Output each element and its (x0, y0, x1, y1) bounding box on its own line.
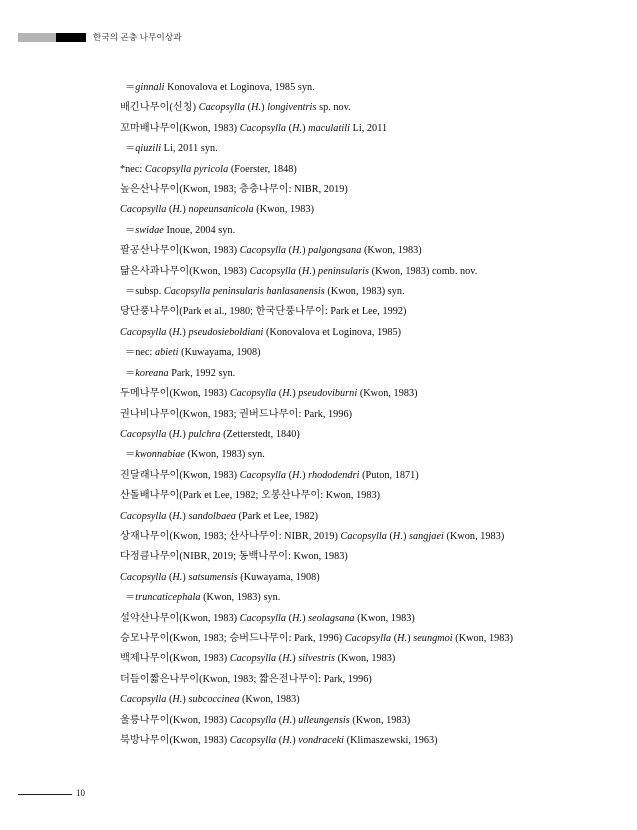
checklist-line (120, 649, 590, 669)
header-title: 한국의 곤충 나무이상과 (93, 32, 182, 42)
scientific-name: nopeunsanicola (188, 204, 254, 216)
line-text: (Kuwayama, 1908) (178, 347, 261, 359)
species-checklist (120, 78, 590, 751)
line-text: ( (276, 714, 283, 726)
scientific-name: H. (292, 612, 303, 624)
line-text: ) (402, 530, 409, 542)
line-text: ) (292, 735, 299, 746)
scientific-name: Cacopsylla pyricola (144, 163, 229, 175)
page-number: 10 (76, 788, 85, 798)
scientific-name: Cacopsylla (120, 510, 167, 522)
line-text: (Kuwayama, 1908) (237, 571, 320, 583)
scientific-name: Cacopsylla (229, 735, 277, 746)
scientific-name: ulleungensis (298, 714, 350, 726)
checklist-line (120, 690, 590, 710)
checklist-line (120, 302, 590, 322)
line-text: ( (166, 428, 173, 440)
line-text: 꼬마배나무이(Kwon, 1983) (120, 122, 240, 134)
line-text: ) (261, 102, 268, 114)
line-text: ＝ (125, 224, 136, 236)
line-text: 백제나무이(Kwon, 1983) (120, 653, 230, 665)
line-text: ) (312, 265, 319, 277)
checklist-line (120, 466, 590, 486)
line-text: (Kwon, 1983) (452, 632, 514, 644)
line-text: Li, 2011 syn. (161, 143, 218, 155)
scientific-name: Cacopsylla peninsularis hanlasanensis (163, 286, 325, 298)
line-text: *nec: (120, 163, 145, 175)
line-text: ) (182, 510, 189, 522)
line-text: ) (182, 326, 189, 338)
checklist-line (120, 486, 590, 506)
checklist-line (120, 241, 590, 261)
scientific-name: H. (282, 714, 293, 726)
line-text: 승모나무이(Kwon, 1983; 승버드나무이: Park, 1996) (120, 632, 345, 644)
line-text: ( (166, 326, 173, 338)
scientific-name: H. (172, 571, 183, 583)
line-text: ( (286, 469, 293, 481)
line-text: 상재나무이(Kwon, 1983; 산사나무이: NIBR, 2019) (120, 530, 341, 542)
footer-rule (18, 794, 72, 795)
line-text: ) (182, 428, 189, 440)
checklist-line (120, 629, 590, 649)
scientific-name: pseudoviburni (298, 388, 358, 400)
line-text: ＝ (125, 143, 136, 155)
line-text: ＝nec: (125, 347, 156, 359)
checklist-line (120, 160, 590, 180)
scientific-name: Cacopsylla (120, 571, 167, 583)
scientific-name: silvestris (298, 653, 335, 665)
scientific-name: H. (251, 102, 262, 114)
line-text: ＝ (125, 82, 136, 93)
checklist-line (120, 364, 590, 384)
checklist-line (120, 180, 590, 200)
scientific-name: Cacopsylla (239, 469, 287, 481)
checklist-line (120, 78, 590, 98)
line-text: (Kwon, 1983) (357, 388, 418, 400)
scientific-name: vondraceki (298, 735, 345, 746)
scientific-name: seolagsana (308, 612, 355, 624)
line-text: 북방나무이(Kwon, 1983) (120, 735, 230, 746)
scientific-name: Cacopsylla (229, 653, 277, 665)
line-text: ( (166, 204, 173, 216)
line-text: ( (166, 571, 173, 583)
checklist-line (120, 323, 590, 343)
scientific-name: Cacopsylla (239, 612, 287, 624)
checklist-line (120, 405, 590, 425)
checklist-line (120, 139, 590, 159)
scientific-name: H. (292, 245, 303, 257)
checklist-line (120, 425, 590, 445)
line-text: (Kwon, 1983) syn. (324, 286, 405, 298)
line-text: 진달래나무이(Kwon, 1983) (120, 469, 240, 481)
scientific-name: H. (172, 510, 183, 522)
scientific-name: Cacopsylla (120, 326, 167, 338)
checklist-line (120, 262, 590, 282)
scientific-name: H. (172, 694, 183, 706)
line-text: ) (182, 571, 189, 583)
scientific-name: Cacopsylla (198, 102, 246, 114)
scientific-name: sangjaei (408, 530, 444, 542)
scientific-name: Cacopsylla (344, 632, 392, 644)
header-black-bar (56, 33, 86, 42)
checklist-line (120, 221, 590, 241)
line-text: (Foerster, 1848) (228, 163, 297, 175)
line-text: (Klimaszewski, 1963) (344, 735, 438, 746)
line-text: (Kwon, 1983) comb. nov. (369, 265, 478, 277)
scientific-name: rhododendri (308, 469, 360, 481)
line-text: Li, 2011 (349, 122, 388, 134)
checklist-line (120, 282, 590, 302)
scientific-name: Cacopsylla (229, 714, 277, 726)
scientific-name: longiventris (267, 102, 317, 114)
scientific-name: Cacopsylla (120, 204, 167, 216)
line-text: ( (276, 735, 283, 746)
line-text: (Kwon, 1983) (253, 204, 315, 216)
header-gray-bar (18, 33, 56, 42)
line-text: ) (182, 204, 189, 216)
checklist-line (120, 568, 590, 588)
line-text: (Kwon, 1983) (443, 530, 505, 542)
line-text: ) (302, 122, 309, 134)
scientific-name: H. (392, 530, 403, 542)
line-text: (Zetterstedt, 1840) (220, 428, 300, 440)
scientific-name: Cacopsylla (249, 265, 296, 277)
scientific-name: Cacopsylla (120, 694, 167, 706)
line-text: ) (407, 632, 414, 644)
checklist-line (120, 670, 590, 690)
scientific-name: H. (172, 204, 183, 216)
scientific-name: H. (301, 265, 312, 277)
checklist-line (120, 609, 590, 629)
scientific-name: H. (282, 388, 293, 400)
line-text: ) (302, 469, 309, 481)
scientific-name: ginnali (135, 82, 165, 93)
line-text: (Park et Lee, 1982) (235, 510, 319, 522)
line-text: ) (292, 714, 299, 726)
scientific-name: subcoccinea (188, 694, 240, 706)
scientific-name: maculatili (308, 122, 350, 134)
scientific-name: pulchra (188, 428, 221, 440)
line-text: ) (182, 694, 189, 706)
checklist-line (120, 547, 590, 567)
scientific-name: H. (282, 735, 293, 746)
scientific-name: abieti (155, 347, 179, 359)
line-text: 권나비나무이(Kwon, 1983; 권버드나무이: Park, 1996) (120, 408, 353, 420)
line-text: (Kwon, 1983) (354, 612, 415, 624)
line-text: ( (391, 632, 398, 644)
scientific-name: H. (282, 653, 293, 665)
scientific-name: satsumensis (188, 571, 238, 583)
scientific-name: H. (172, 428, 183, 440)
line-text: ) (302, 612, 309, 624)
line-text: Konovalova et Loginova, 1985 syn. (164, 82, 315, 93)
line-text: 팔공산나무이(Kwon, 1983) (120, 245, 240, 257)
line-text: ) (292, 653, 299, 665)
scientific-name: palgongsana (308, 245, 362, 257)
line-text: 닮은사과나무이(Kwon, 1983) (120, 265, 250, 277)
line-text: ( (386, 530, 393, 542)
scientific-name: qiuzili (135, 143, 162, 155)
running-header (0, 30, 637, 44)
line-text: Park, 1992 syn. (168, 367, 236, 379)
line-text: 울릉나무이(Kwon, 1983) (120, 714, 230, 726)
line-text: ( (166, 694, 173, 706)
checklist-line (120, 343, 590, 363)
line-text: ( (286, 122, 293, 134)
line-text: (Puton, 1871) (359, 469, 419, 481)
checklist-line (120, 711, 590, 731)
checklist-line (120, 119, 590, 139)
line-text: 배긴나무이(신칭) (120, 102, 199, 114)
scientific-name: peninsularis (318, 265, 370, 277)
scientific-name: sandolbaea (188, 510, 236, 522)
line-text: 높은산나무이(Kwon, 1983; 층층나무이: NIBR, 2019) (120, 184, 348, 196)
scientific-name: pseudosieboldiani (188, 326, 264, 338)
line-text: ( (276, 653, 283, 665)
scientific-name: Cacopsylla (229, 388, 277, 400)
checklist-line (120, 527, 590, 547)
line-text: sp. nov. (316, 102, 351, 114)
line-text: 산돌배나무이(Park et Lee, 1982; 오봉산나무이: Kwon, 1983) (120, 490, 381, 502)
line-text: ( (286, 612, 293, 624)
line-text: ) (292, 388, 299, 400)
line-text: 다정큼나무이(NIBR, 2019; 동백나무이: Kwon, 1983) (120, 551, 348, 563)
line-text: ( (166, 510, 173, 522)
line-text: (Kwon, 1983) syn. (184, 449, 265, 461)
scientific-name: H. (292, 469, 303, 481)
checklist-line (120, 731, 590, 751)
line-text: ( (286, 245, 293, 257)
line-text: (Kwon, 1983) syn. (200, 592, 281, 604)
checklist-line (120, 507, 590, 527)
line-text: ＝ (125, 367, 136, 379)
line-text: ( (276, 388, 283, 400)
checklist-line (120, 588, 590, 608)
line-text: ( (295, 265, 302, 277)
line-text: ) (302, 245, 309, 257)
checklist-line (120, 98, 590, 118)
line-text: (Kwon, 1983) (239, 694, 300, 706)
line-text: ＝ (125, 449, 136, 461)
scientific-name: koreana (135, 367, 169, 379)
line-text: Inoue, 2004 syn. (163, 224, 236, 236)
checklist-line (120, 445, 590, 465)
line-text: 당단풍나무이(Park et al., 1980; 한국단풍나무이: Park et Lee, 1992) (120, 306, 407, 318)
line-text: (Konovalova et Loginova, 1985) (263, 326, 402, 338)
checklist-line (120, 200, 590, 220)
scientific-name: H. (397, 632, 408, 644)
scientific-name: Cacopsylla (120, 428, 167, 440)
line-text: ＝ (125, 592, 136, 604)
line-text: 두메나무이(Kwon, 1983) (120, 388, 230, 400)
line-text: ( (245, 102, 252, 114)
scientific-name: Cacopsylla (239, 122, 287, 134)
line-text: 더듬이짧은나무이(Kwon, 1983; 짧은전나무이: Park, 1996) (120, 673, 372, 685)
scientific-name: Cacopsylla (340, 530, 387, 542)
line-text: (Kwon, 1983) (349, 714, 411, 726)
line-text: 설악산나무이(Kwon, 1983) (120, 612, 240, 624)
line-text: ＝subsp. (125, 286, 164, 298)
line-text: (Kwon, 1983) (335, 653, 396, 665)
scientific-name: H. (172, 326, 183, 338)
scientific-name: truncaticephala (135, 592, 201, 604)
line-text: (Kwon, 1983) (361, 245, 422, 257)
scientific-name: H. (292, 122, 303, 134)
scientific-name: seungmoi (413, 632, 453, 644)
scientific-name: swidae (135, 224, 164, 236)
scientific-name: Cacopsylla (239, 245, 287, 257)
checklist-line (120, 384, 590, 404)
scientific-name: kwonnabiae (135, 449, 185, 461)
